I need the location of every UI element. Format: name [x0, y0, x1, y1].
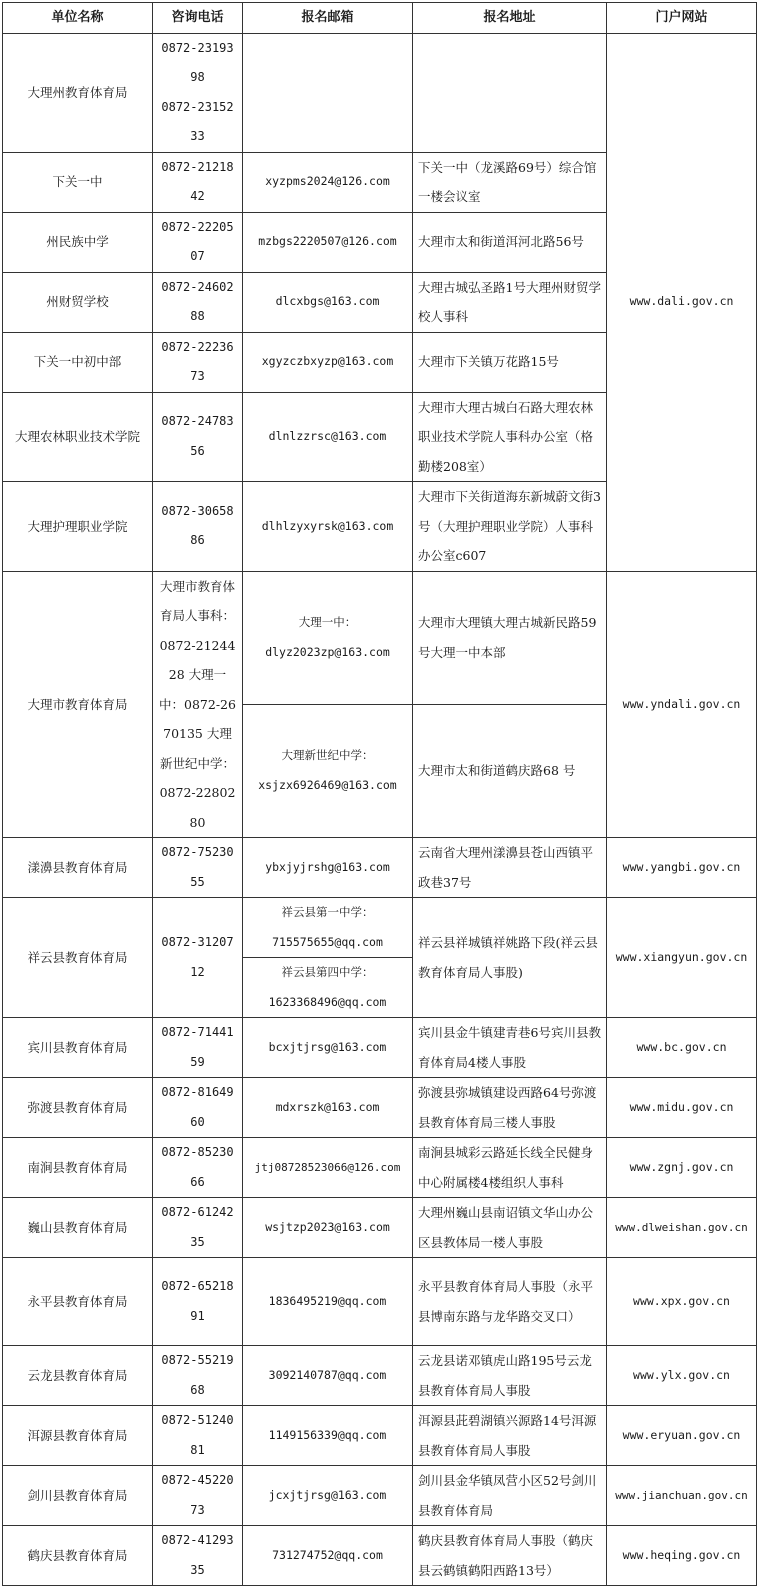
phone-cell: 0872-2220507 [153, 212, 243, 272]
phone-cell: 0872-4522073 [153, 1466, 243, 1526]
address-cell [413, 33, 607, 152]
address-cell: 大理市大理镇大理古城新民路59号大理一中本部 [413, 571, 607, 704]
unit-cell: 洱源县教育体育局 [3, 1406, 153, 1466]
phone-cell: 0872-4129335 [153, 1526, 243, 1586]
unit-cell: 大理农林职业技术学院 [3, 392, 153, 482]
email-cell[interactable]: mdxrszk@163.com [243, 1078, 413, 1138]
unit-cell: 下关一中 [3, 152, 153, 212]
table-row [3, 898, 757, 958]
email-cell[interactable]: jtj08728523066@126.com [243, 1138, 413, 1198]
address-cell: 云南省大理州漾濞县苍山西镇平政巷37号 [413, 838, 607, 898]
email-cell[interactable]: jcxjtjrsg@163.com [243, 1466, 413, 1526]
table-row [3, 1258, 757, 1346]
table-row [3, 1346, 757, 1406]
table-row [3, 1018, 757, 1078]
header-website: 门户网站 [607, 3, 757, 34]
recruitment-contact-table [2, 2, 757, 1586]
email-cell[interactable]: 大理一中： dlyz2023zp@163.com [243, 571, 413, 704]
unit-cell: 州财贸学校 [3, 272, 153, 332]
address-cell: 永平县教育体育局人事股（永平县博南东路与龙华路交叉口） [413, 1258, 607, 1346]
phone-cell: 0872-5521968 [153, 1346, 243, 1406]
table-row [3, 838, 757, 898]
website-cell[interactable]: www.midu.gov.cn [607, 1078, 757, 1138]
table-row [3, 1198, 757, 1258]
email-cell[interactable]: 祥云县第一中学： 715575655@qq.com [243, 898, 413, 958]
email-cell[interactable]: 祥云县第四中学： 1623368496@qq.com [243, 958, 413, 1018]
address-cell: 云龙县诺邓镇虎山路195号云龙县教育体育局人事股 [413, 1346, 607, 1406]
unit-cell: 南涧县教育体育局 [3, 1138, 153, 1198]
address-cell: 弥渡县弥城镇建设西路64号弥渡县教育体育局三楼人事股 [413, 1078, 607, 1138]
header-email: 报名邮箱 [243, 3, 413, 34]
phone-cell: 0872-3065886 [153, 482, 243, 572]
email-cell[interactable]: 1836495219@qq.com [243, 1258, 413, 1346]
phone-cell: 大理市教育体育局人事科：0872-2124428 大理一中：0872-2670135 大理新世纪中学：0872-2280280 [153, 571, 243, 838]
email-cell[interactable]: 731274752@qq.com [243, 1526, 413, 1586]
unit-cell: 下关一中初中部 [3, 332, 153, 392]
unit-cell: 大理护理职业学院 [3, 482, 153, 572]
email-cell[interactable]: 3092140787@qq.com [243, 1346, 413, 1406]
unit-cell: 州民族中学 [3, 212, 153, 272]
table-row [3, 33, 757, 152]
table-row [3, 1526, 757, 1586]
table-row [3, 1078, 757, 1138]
phone-cell: 0872-2319398 0872-2315233 [153, 33, 243, 152]
phone-cell: 0872-3120712 [153, 898, 243, 1018]
phone-cell: 0872-6521891 [153, 1258, 243, 1346]
address-cell: 下关一中（龙溪路69号）综合馆一楼会议室 [413, 152, 607, 212]
phone-cell: 0872-2223673 [153, 332, 243, 392]
website-cell[interactable]: www.yangbi.gov.cn [607, 838, 757, 898]
phone-cell: 0872-7523055 [153, 838, 243, 898]
address-cell: 祥云县祥城镇祥姚路下段(祥云县教育体育局人事股) [413, 898, 607, 1018]
address-cell: 宾川县金牛镇建青巷6号宾川县教育体育局4楼人事股 [413, 1018, 607, 1078]
website-cell[interactable]: www.heqing.gov.cn [607, 1526, 757, 1586]
phone-cell: 0872-2121842 [153, 152, 243, 212]
unit-cell: 永平县教育体育局 [3, 1258, 153, 1346]
phone-cell: 0872-6124235 [153, 1198, 243, 1258]
phone-cell: 0872-2478356 [153, 392, 243, 482]
website-cell[interactable]: www.xiangyun.gov.cn [607, 898, 757, 1018]
email-cell[interactable]: dlhlzyxyrsk@163.com [243, 482, 413, 572]
unit-cell: 宾川县教育体育局 [3, 1018, 153, 1078]
email-cell[interactable]: wsjtzp2023@163.com [243, 1198, 413, 1258]
website-cell[interactable]: www.eryuan.gov.cn [607, 1406, 757, 1466]
address-cell: 大理市下关街道海东新城蔚文街3号（大理护理职业学院）人事科办公室c607 [413, 482, 607, 572]
unit-cell: 巍山县教育体育局 [3, 1198, 153, 1258]
table-header-row [3, 3, 757, 34]
address-cell: 大理古城弘圣路1号大理州财贸学校人事科 [413, 272, 607, 332]
table-row [3, 1466, 757, 1526]
email-cell[interactable]: xgyzczbxyzp@163.com [243, 332, 413, 392]
address-cell: 洱源县茈碧湖镇兴源路14号洱源县教育体育局人事股 [413, 1406, 607, 1466]
website-cell[interactable]: www.yndali.gov.cn [607, 571, 757, 838]
website-cell[interactable]: www.zgnj.gov.cn [607, 1138, 757, 1198]
email-cell[interactable]: 大理新世纪中学： xsjzx6926469@163.com [243, 704, 413, 837]
website-cell[interactable]: www.xpx.gov.cn [607, 1258, 757, 1346]
phone-cell: 0872-5124081 [153, 1406, 243, 1466]
phone-cell: 0872-8164960 [153, 1078, 243, 1138]
address-cell: 大理市太和街道鹤庆路68 号 [413, 704, 607, 837]
email-cell[interactable]: ybxjyjrshg@163.com [243, 838, 413, 898]
phone-cell: 0872-7144159 [153, 1018, 243, 1078]
unit-cell: 云龙县教育体育局 [3, 1346, 153, 1406]
phone-cell: 0872-8523066 [153, 1138, 243, 1198]
email-cell[interactable]: bcxjtjrsg@163.com [243, 1018, 413, 1078]
unit-cell: 弥渡县教育体育局 [3, 1078, 153, 1138]
phone-cell: 0872-2460288 [153, 272, 243, 332]
header-phone: 咨询电话 [153, 3, 243, 34]
unit-cell: 大理州教育体育局 [3, 33, 153, 152]
email-cell[interactable]: 1149156339@qq.com [243, 1406, 413, 1466]
address-cell: 南涧县城彩云路延长线全民健身中心附属楼4楼组织人事科 [413, 1138, 607, 1198]
email-cell[interactable]: dlnlzzrsc@163.com [243, 392, 413, 482]
address-cell: 剑川县金华镇凤营小区52号剑川县教育体育局 [413, 1466, 607, 1526]
email-cell[interactable]: dlcxbgs@163.com [243, 272, 413, 332]
website-cell[interactable]: www.dali.gov.cn [607, 33, 757, 571]
address-cell: 大理市太和街道洱河北路56号 [413, 212, 607, 272]
unit-cell: 剑川县教育体育局 [3, 1466, 153, 1526]
website-cell[interactable]: www.bc.gov.cn [607, 1018, 757, 1078]
address-cell: 大理市下关镇万花路15号 [413, 332, 607, 392]
unit-cell: 祥云县教育体育局 [3, 898, 153, 1018]
address-cell: 大理州巍山县南诏镇文华山办公区县教体局一楼人事股 [413, 1198, 607, 1258]
address-cell: 大理市大理古城白石路大理农林职业技术学院人事科办公室（格勤楼208室） [413, 392, 607, 482]
table-row [3, 1138, 757, 1198]
table-row [3, 571, 757, 704]
email-cell [243, 33, 413, 152]
email-cell[interactable]: mzbgs2220507@126.com [243, 212, 413, 272]
website-cell[interactable]: www.ylx.gov.cn [607, 1346, 757, 1406]
unit-cell: 大理市教育体育局 [3, 571, 153, 838]
header-address: 报名地址 [413, 3, 607, 34]
website-cell[interactable]: www.dlweishan.gov.cn [607, 1198, 757, 1258]
table-row [3, 1406, 757, 1466]
address-cell: 鹤庆县教育体育局人事股（鹤庆县云鹤镇鹤阳西路13号） [413, 1526, 607, 1586]
header-unit: 单位名称 [3, 3, 153, 34]
email-cell[interactable]: xyzpms2024@126.com [243, 152, 413, 212]
unit-cell: 鹤庆县教育体育局 [3, 1526, 153, 1586]
unit-cell: 漾濞县教育体育局 [3, 838, 153, 898]
website-cell[interactable]: www.jianchuan.gov.cn [607, 1466, 757, 1526]
